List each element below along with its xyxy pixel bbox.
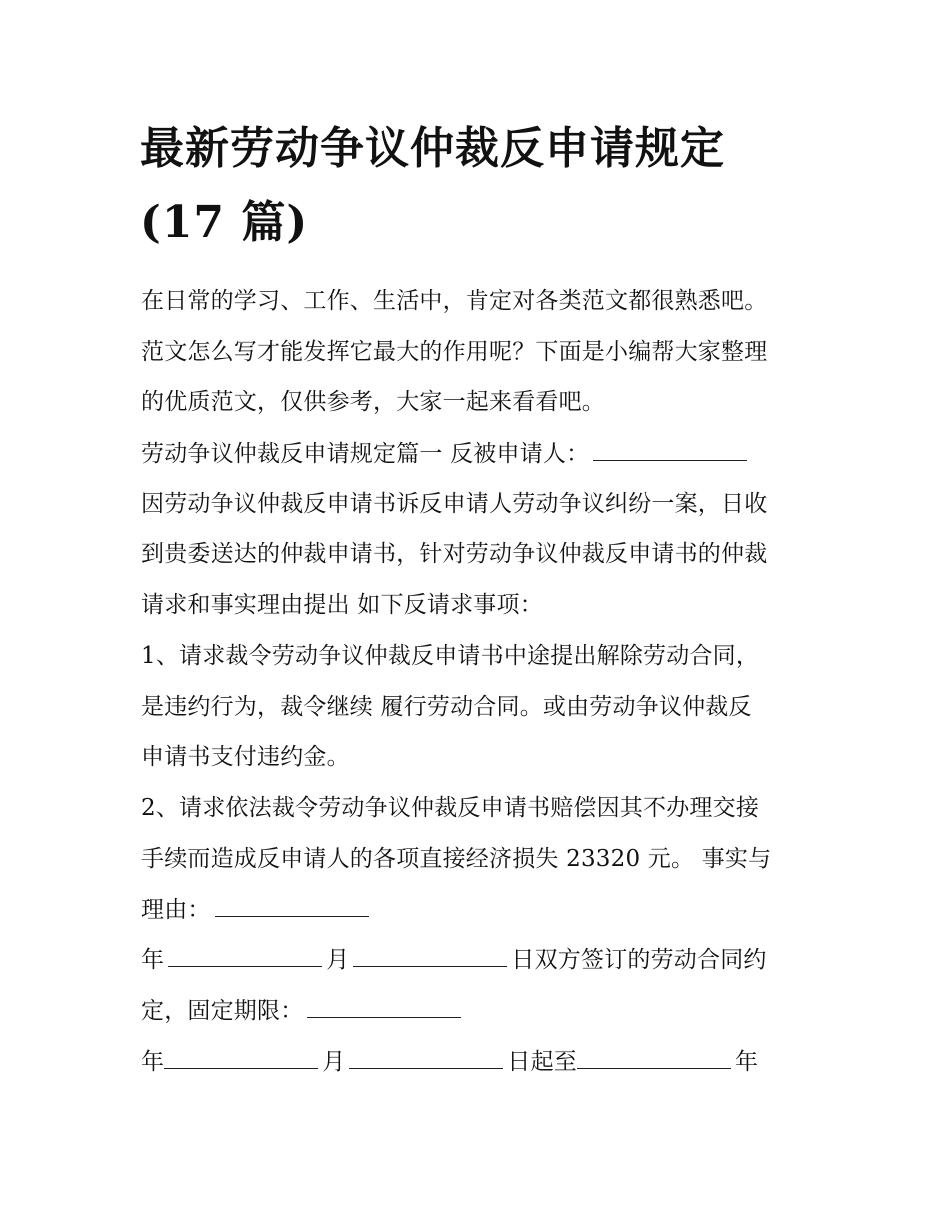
form-text-from: 日起至 xyxy=(507,1049,578,1075)
paragraph-line: 因劳动争议仲裁反申请书诉反申请人劳动争议纠纷一案，日收 xyxy=(141,491,768,517)
form-line xyxy=(141,994,465,1028)
form-text-year-end: 年 xyxy=(735,1049,759,1075)
paragraph-line: 的优质范文，仅供参考，大家一起来看看吧。 xyxy=(141,389,605,415)
document-title xyxy=(140,112,820,260)
section-heading-line xyxy=(141,437,751,471)
form-text-day: 日双方签订的劳动合同约 xyxy=(511,947,767,973)
form-line xyxy=(141,943,767,977)
form-label: 理由： xyxy=(141,897,211,923)
fill-in-blank xyxy=(307,997,461,1018)
list-item-line: 2、请求依法裁令劳动争议仲裁反申请书赔偿因其不办理交接 xyxy=(141,795,760,821)
fill-in-blank xyxy=(168,946,322,967)
title-line-2: (17 篇) xyxy=(140,197,309,248)
list-item-line: 1、请求裁令劳动争议仲裁反申请书中途提出解除劳动合同， xyxy=(141,643,760,669)
form-line xyxy=(141,893,373,927)
form-line xyxy=(141,1045,758,1079)
paragraph-line: 在日常的学习、工作、生活中，肯定对各类范文都很熟悉吧。 xyxy=(141,288,768,314)
fill-in-blank xyxy=(577,1048,731,1069)
title-line-1: 最新劳动争议仲裁反申请规定 xyxy=(140,123,725,174)
paragraph-line: 到贵委送达的仲裁申请书，针对劳动争议仲裁反申请书的仲裁 xyxy=(141,541,768,567)
form-text-year: 年 xyxy=(141,1049,165,1075)
list-item-line: 手续而造成反申请人的各项直接经济损失 23320 元。 事实与 xyxy=(141,846,772,872)
paragraph-line: 范文怎么写才能发挥它最大的作用呢？下面是小编帮大家整理 xyxy=(141,339,768,365)
list-item-line: 是违约行为，裁令继续 履行劳动合同。或由劳动争议仲裁反 xyxy=(141,694,752,720)
list-item-line: 申请书支付违约金。 xyxy=(141,744,350,770)
fill-in-blank xyxy=(164,1048,318,1069)
paragraph-line: 请求和事实理由提出 如下反请求事项： xyxy=(141,592,543,618)
form-label: 定，固定期限： xyxy=(141,998,304,1024)
form-text-month: 月 xyxy=(322,1049,346,1075)
fill-in-blank xyxy=(593,440,747,461)
section-heading-text: 劳动争议仲裁反申请规定篇一 反被申请人： xyxy=(141,441,590,467)
fill-in-blank xyxy=(349,1048,503,1069)
fill-in-blank xyxy=(215,896,369,917)
fill-in-blank xyxy=(353,946,507,967)
form-text-month: 月 xyxy=(326,947,350,973)
form-text-year: 年 xyxy=(141,947,165,973)
